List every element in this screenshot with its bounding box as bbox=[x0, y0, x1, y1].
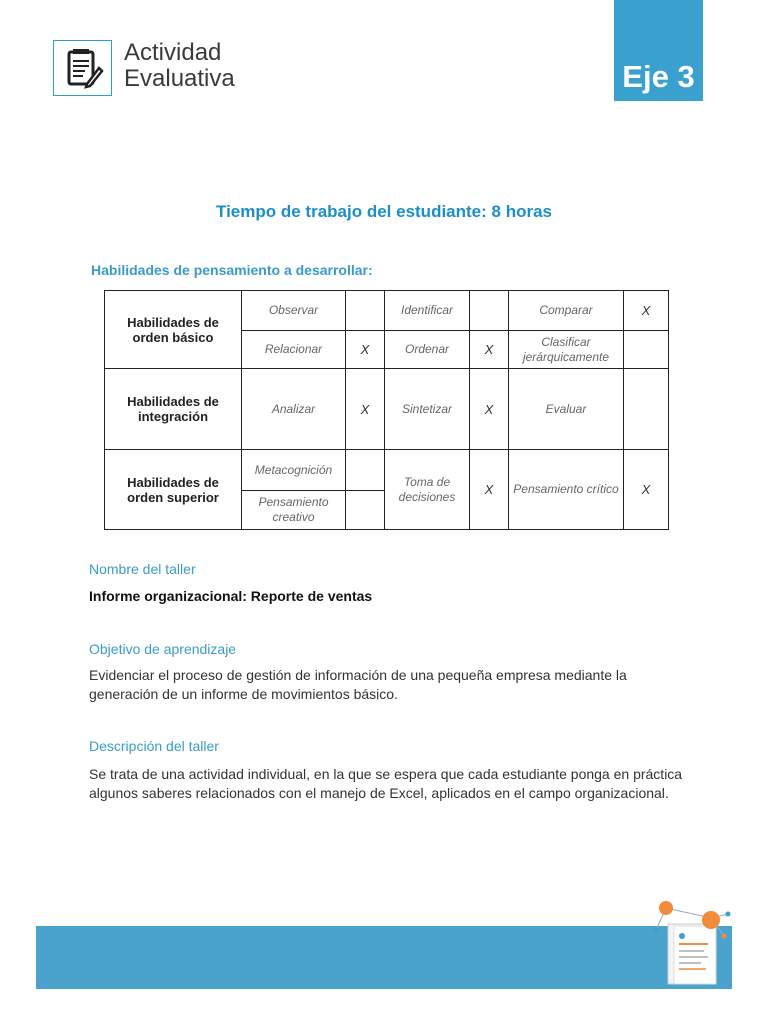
mark-comparar: X bbox=[624, 291, 669, 331]
logo-title bbox=[124, 40, 235, 92]
description-text: Se trata de una actividad individual, en la que se espera que cada estudiante ponga en práctica algunos saberes relacionados con el manejo de Excel, aplicados en el campo organizacional. bbox=[89, 766, 683, 801]
activity-logo bbox=[53, 40, 112, 96]
mark-observar bbox=[346, 291, 385, 331]
skill-clasificar: Clasificar jerárquicamente bbox=[509, 331, 624, 369]
logo-line-1: Actividad bbox=[124, 39, 222, 66]
mark-pensamiento-creativo bbox=[346, 491, 385, 530]
notebook-pencil-icon bbox=[61, 46, 105, 90]
skills-table bbox=[104, 290, 669, 530]
description-label: Descripción del taller bbox=[89, 738, 219, 754]
skill-identificar: Identificar bbox=[385, 291, 470, 331]
skill-observar: Observar bbox=[242, 291, 346, 331]
mark-evaluar bbox=[624, 369, 669, 450]
mark-relacionar: X bbox=[346, 331, 385, 369]
skill-evaluar: Evaluar bbox=[509, 369, 624, 450]
mark-toma-decisiones: X bbox=[470, 450, 509, 530]
workshop-name-label: Nombre del taller bbox=[89, 561, 196, 577]
category-integration: Habilidades de integración bbox=[105, 369, 242, 450]
workshop-name: Informe organizacional: Reporte de ventas bbox=[89, 588, 373, 604]
skill-metacognicion: Metacognición bbox=[242, 450, 346, 491]
category-superior: Habilidades de orden superior bbox=[105, 450, 242, 530]
mark-identificar bbox=[470, 291, 509, 331]
skill-sintetizar: Sintetizar bbox=[385, 369, 470, 450]
logo-line-2: Evaluativa bbox=[124, 65, 235, 92]
mark-metacognicion bbox=[346, 450, 385, 491]
eje-badge: Eje 3 bbox=[614, 0, 703, 101]
skill-analizar: Analizar bbox=[242, 369, 346, 450]
skill-toma-decisiones: Toma de decisiones bbox=[385, 450, 470, 530]
mark-clasificar bbox=[624, 331, 669, 369]
skill-pensamiento-creativo: Pensamiento creativo bbox=[242, 491, 346, 530]
mark-analizar: X bbox=[346, 369, 385, 450]
category-basic: Habilidades de orden básico bbox=[105, 291, 242, 369]
document-network-illustration bbox=[646, 896, 732, 988]
mark-pensamiento-critico: X bbox=[624, 450, 669, 530]
objective-text: Evidenciar el proceso de gestión de información de una pequeña empresa mediante la generación de un informe de movimientos básico. bbox=[89, 667, 627, 702]
skill-relacionar: Relacionar bbox=[242, 331, 346, 369]
mark-ordenar: X bbox=[470, 331, 509, 369]
footer-band bbox=[36, 926, 732, 989]
skills-heading: Habilidades de pensamiento a desarrollar: bbox=[91, 262, 373, 278]
skill-pensamiento-critico: Pensamiento crítico bbox=[509, 450, 624, 530]
skill-ordenar: Ordenar bbox=[385, 331, 470, 369]
time-title: Tiempo de trabajo del estudiante: 8 horas bbox=[216, 202, 552, 221]
objective-label: Objetivo de aprendizaje bbox=[89, 641, 237, 657]
skill-comparar: Comparar bbox=[509, 291, 624, 331]
mark-sintetizar: X bbox=[470, 369, 509, 450]
